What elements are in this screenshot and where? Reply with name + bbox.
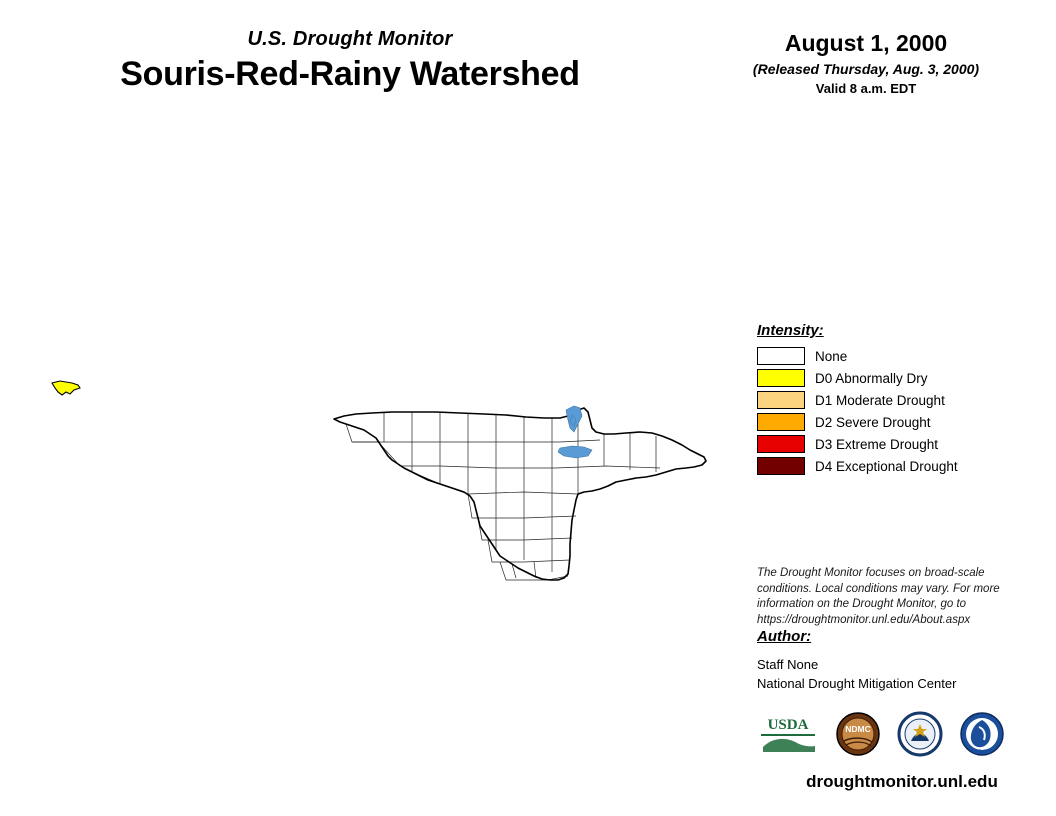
legend-row-d1 (757, 391, 1037, 409)
legend-label-none: None (815, 348, 848, 364)
legend-row-d4 (757, 457, 1037, 475)
legend-label-d1: D1 Moderate Drought (815, 392, 945, 408)
title-block (30, 28, 670, 94)
legend-swatch-none (757, 347, 805, 365)
page-title: Souris-Red-Rainy Watershed (120, 55, 580, 93)
legend-swatch-d1 (757, 391, 805, 409)
legend-label-d2: D2 Severe Drought (815, 414, 931, 430)
map-detached-region (52, 381, 80, 395)
site-url[interactable]: droughtmonitor.unl.edu (806, 772, 998, 791)
legend-row-none (757, 347, 1037, 365)
legend (757, 322, 1037, 479)
map-svg (0, 120, 740, 680)
author-title: Author: (757, 628, 812, 645)
author-organization: National Drought Mitigation Center (757, 676, 957, 691)
legend-row-d2 (757, 413, 1037, 431)
legend-swatch-d3 (757, 435, 805, 453)
usda-logo[interactable] (757, 713, 819, 755)
legend-label-d4: D4 Exceptional Drought (815, 458, 958, 474)
legend-row-d0 (757, 369, 1037, 387)
legend-swatch-d0 (757, 369, 805, 387)
logo-row (757, 706, 1047, 762)
legend-label-d3: D3 Extreme Drought (815, 436, 939, 452)
svg-text:NOAA: NOAA (973, 750, 991, 756)
legend-row-d3 (757, 435, 1037, 453)
legend-swatch-d4 (757, 457, 805, 475)
legend-label-d0: D0 Abnormally Dry (815, 370, 928, 386)
disclaimer-text: The Drought Monitor focuses on broad-scale conditions. Local conditions may vary. For more information on the Drought Monitor, go to https://droughtmonitor.unl.edu/About.aspx (757, 567, 1000, 626)
author-block (757, 628, 1037, 691)
svg-text:USDA: USDA (767, 717, 809, 733)
drought-map (0, 120, 740, 680)
product-subtitle: U.S. Drought Monitor (247, 28, 453, 50)
noaa-logo[interactable] (959, 711, 1005, 757)
legend-title: Intensity: (757, 322, 824, 339)
map-date: August 1, 2000 (784, 30, 948, 56)
usda-seal-logo[interactable] (897, 711, 943, 757)
legend-swatch-d2 (757, 413, 805, 431)
svg-text:NDMC: NDMC (845, 724, 871, 734)
author-name: Staff None (757, 657, 819, 672)
ndmc-logo[interactable] (835, 711, 881, 757)
valid-time: Valid 8 a.m. EDT (815, 81, 917, 96)
date-block (716, 30, 1016, 96)
map-watershed-outline (334, 408, 706, 580)
release-date: (Released Thursday, Aug. 3, 2000) (752, 61, 980, 77)
